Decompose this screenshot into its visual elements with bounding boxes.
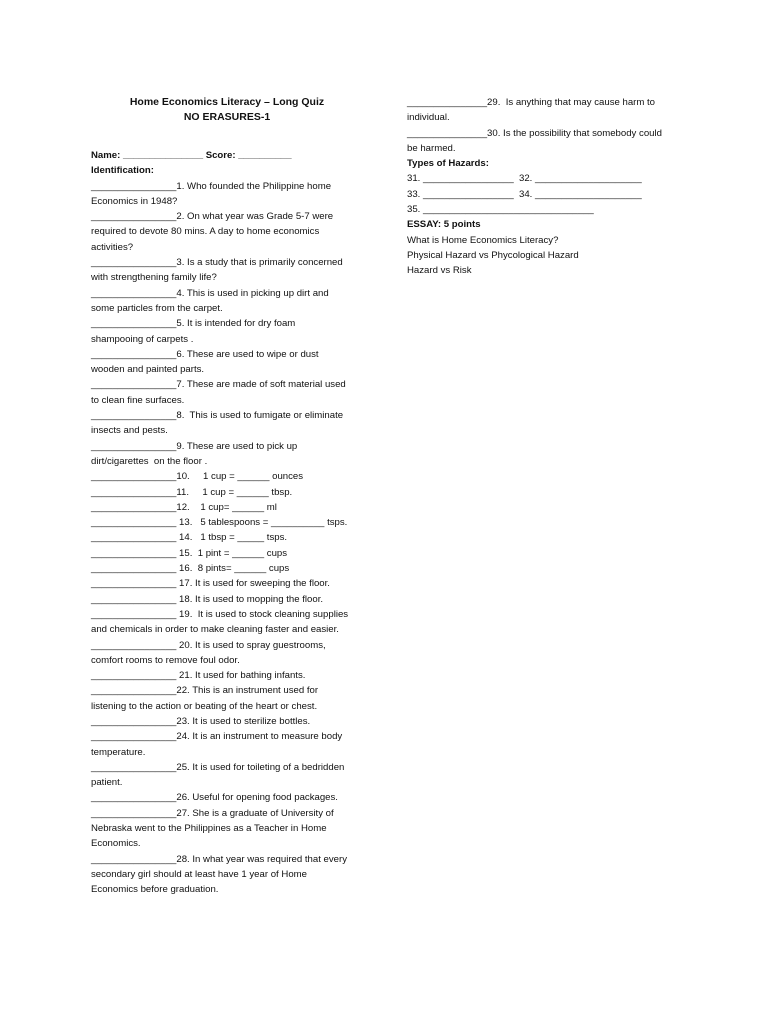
question-line: ________________24. It is an instrument to measure body xyxy=(91,731,343,743)
question-item xyxy=(91,607,363,638)
question-line: dirt/cigarettes on the floor . xyxy=(91,455,208,467)
question-line: ________________ 17. It is used for sweeping the floor. xyxy=(91,578,330,590)
question-item xyxy=(91,500,363,515)
question-item xyxy=(91,286,363,317)
question-line: ________________ 15. 1 pint = ______ cups xyxy=(91,547,288,559)
question-line: ________________3. Is a study that is primarily concerned xyxy=(91,257,343,269)
question-item xyxy=(91,179,363,210)
question-line: ________________ 13. 5 tablespoons = __________ tsps. xyxy=(91,517,348,529)
question-line: ________________1. Who founded the Philippine home xyxy=(91,180,332,192)
question-line: and chemicals in order to make cleaning faster and easier. xyxy=(91,624,339,636)
question-item xyxy=(91,852,363,898)
question-item xyxy=(91,439,363,470)
question-item xyxy=(91,377,363,408)
question-line: Economics in 1948? xyxy=(91,195,178,207)
question-line: ________________8. This is used to fumigate or eliminate xyxy=(91,410,344,422)
question-line: ________________27. She is a graduate of University of xyxy=(91,807,334,819)
question-item xyxy=(91,485,363,500)
question-line: required to devote 80 mins. A day to home economics xyxy=(91,226,320,238)
question-line: Economics. xyxy=(91,838,141,850)
question-line: ________________ 16. 8 pints= ______ cups xyxy=(91,563,290,575)
answer-32: 32. ____________________ xyxy=(519,173,642,185)
question-item xyxy=(91,561,363,576)
question-line: ________________ 19. It is used to stock cleaning supplies xyxy=(91,608,349,620)
question-line: _______________29. Is anything that may cause harm to xyxy=(407,97,656,108)
answer-33: 33. _________________ xyxy=(407,188,514,200)
question-line: individual. xyxy=(407,112,450,124)
question-line: be harmed. xyxy=(407,142,456,154)
question-line: _______________30. Is the possibility that somebody could xyxy=(407,127,662,139)
question-line: to clean fine surfaces. xyxy=(91,394,185,406)
question-item xyxy=(91,515,363,530)
name-score-line: Name: _______________ Score: __________ xyxy=(91,150,292,161)
question-list-continued xyxy=(407,95,682,156)
question-line: ________________5. It is intended for dry foam xyxy=(91,318,296,330)
essay-item: Physical Hazard vs Phycological Hazard xyxy=(407,249,579,261)
left-column xyxy=(91,95,363,898)
question-item xyxy=(91,790,363,805)
question-item xyxy=(91,576,363,591)
quiz-subtitle: NO ERASURES-1 xyxy=(183,111,271,123)
question-item xyxy=(91,530,363,545)
question-line: ________________10. 1 cup = ______ ounces xyxy=(91,471,304,483)
question-line: insects and pests. xyxy=(91,425,168,437)
question-line: temperature. xyxy=(91,746,146,758)
question-line: ________________28. In what year was required that every xyxy=(91,853,348,865)
question-item xyxy=(91,806,363,852)
question-item xyxy=(407,126,682,157)
question-line: ________________ 21. It used for bathing infants. xyxy=(91,670,306,682)
question-line: Economics before graduation. xyxy=(91,884,219,896)
question-line: Nebraska went to the Philippines as a Teacher in Home xyxy=(91,823,327,835)
question-item xyxy=(91,714,363,729)
question-line: ________________11. 1 cup = ______ tbsp. xyxy=(91,486,293,498)
question-line: ________________7. These are made of soft material used xyxy=(91,379,346,391)
question-line: ________________26. Useful for opening food packages. xyxy=(91,792,338,804)
question-line: patient. xyxy=(91,777,123,789)
question-item xyxy=(91,469,363,484)
question-item xyxy=(91,347,363,378)
question-item xyxy=(91,592,363,607)
question-item xyxy=(91,638,363,669)
question-line: comfort rooms to remove foul odor. xyxy=(91,654,240,666)
answer-35: 35. ________________________________ xyxy=(407,204,594,216)
question-item xyxy=(407,95,682,126)
right-column xyxy=(407,95,682,279)
question-line: ________________25. It is used for toileting of a bedridden xyxy=(91,761,345,773)
hazard-row xyxy=(407,187,682,202)
question-line: ________________6. These are used to wipe or dust xyxy=(91,348,319,360)
question-line: ________________ 14. 1 tbsp = _____ tsps. xyxy=(91,532,288,544)
essay-item: Hazard vs Risk xyxy=(407,265,472,277)
question-item xyxy=(91,683,363,714)
question-item xyxy=(91,668,363,683)
question-line: ________________ 18. It is used to mopping the floor. xyxy=(91,593,324,605)
question-line: with strengthening family life? xyxy=(91,272,217,284)
question-line: ________________9. These are used to pick up xyxy=(91,440,298,452)
question-line: activities? xyxy=(91,241,134,253)
question-line: listening to the action or beating of the heart or chest. xyxy=(91,700,318,712)
question-line: secondary girl should at least have 1 year of Home xyxy=(91,868,307,880)
quiz-title: Home Economics Literacy – Long Quiz xyxy=(129,96,325,108)
hazard-row xyxy=(407,171,682,186)
answer-34: 34. ____________________ xyxy=(519,188,642,200)
section-heading: Identification: xyxy=(91,165,154,177)
question-item xyxy=(91,255,363,286)
question-item xyxy=(91,760,363,791)
question-item xyxy=(91,408,363,439)
question-line: ________________22. This is an instrument used for xyxy=(91,685,319,697)
question-line: ________________23. It is used to sterilize bottles. xyxy=(91,715,311,727)
answer-31: 31. _________________ xyxy=(407,173,514,185)
question-line: ________________4. This is used in picking up dirt and xyxy=(91,287,329,299)
question-item xyxy=(91,316,363,347)
question-line: ________________2. On what year was Grade 5-7 were xyxy=(91,211,334,223)
question-item xyxy=(91,209,363,255)
question-line: wooden and painted parts. xyxy=(91,364,205,376)
question-item xyxy=(91,546,363,561)
question-line: ________________12. 1 cup= ______ ml xyxy=(91,501,277,513)
essay-item: What is Home Economics Literacy? xyxy=(407,234,559,246)
question-list xyxy=(91,179,363,898)
hazards-heading: Types of Hazards: xyxy=(407,158,489,170)
question-item xyxy=(91,729,363,760)
question-line: ________________ 20. It is used to spray guestrooms, xyxy=(91,639,326,651)
question-line: some particles from the carpet. xyxy=(91,302,223,314)
question-line: shampooing of carpets . xyxy=(91,333,194,345)
essay-heading: ESSAY: 5 points xyxy=(407,219,481,231)
